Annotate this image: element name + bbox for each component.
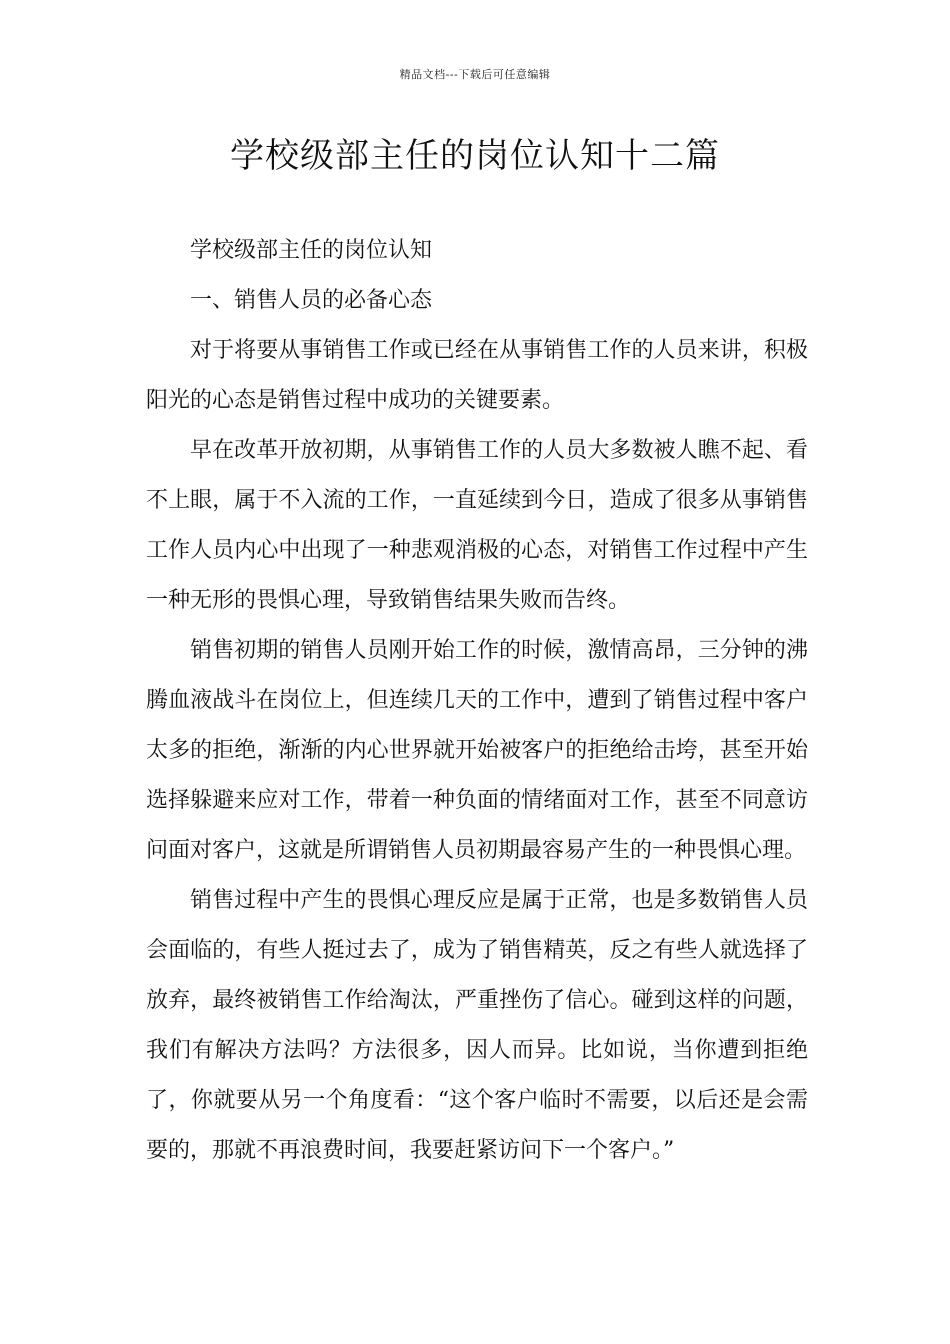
document-title: 学校级部主任的岗位认知十二篇 bbox=[230, 136, 720, 176]
document-body bbox=[146, 226, 808, 1176]
body-paragraph: 销售过程中产生的畏惧心理反应是属于正常，也是多数销售人员会面临的，有些人挺过去了，成为了销售精英，反之有些人就选择了放弃，最终被销售工作给淘汰，严重挫伤了信心。碰到这样的问题，我们有解决方法吗？方法很多，因人而异。比如说，当你遭到拒绝了，你就要从另一个角度看：“这个客户临时不需要，以后还是会需要的，那就不再浪费时间，我要赶紧访问下一个客户。” bbox=[146, 888, 808, 1163]
header-note: 精品文档---下载后可任意编辑 bbox=[399, 68, 551, 81]
body-paragraph: 销售初期的销售人员刚开始工作的时候，激情高昂，三分钟的沸腾血液战斗在岗位上，但连续几天的工作中，遭到了销售过程中客户太多的拒绝，渐渐的内心世界就开始被客户的拒绝给击垮，甚至开始选择躲避来应对工作，带着一种负面的情绪面对工作，甚至不同意访问面对客户，这就是所谓销售人员初期最容易产生的一种畏惧心理。 bbox=[146, 638, 808, 863]
body-paragraph: 早在改革开放初期，从事销售工作的人员大多数被人瞧不起、看不上眼，属于不入流的工作，一直延续到今日，造成了很多从事销售工作人员内心中出现了一种悲观消极的心态，对销售工作过程中产生一种无形的畏惧心理，导致销售结果失败而告终。 bbox=[146, 438, 808, 613]
body-paragraph: 对于将要从事销售工作或已经在从事销售工作的人员来讲，积极阳光的心态是销售过程中成功的关键要素。 bbox=[146, 338, 808, 413]
section-heading: 学校级部主任的岗位认知 bbox=[190, 238, 433, 263]
sub-heading: 一、销售人员的必备心态 bbox=[190, 288, 433, 313]
